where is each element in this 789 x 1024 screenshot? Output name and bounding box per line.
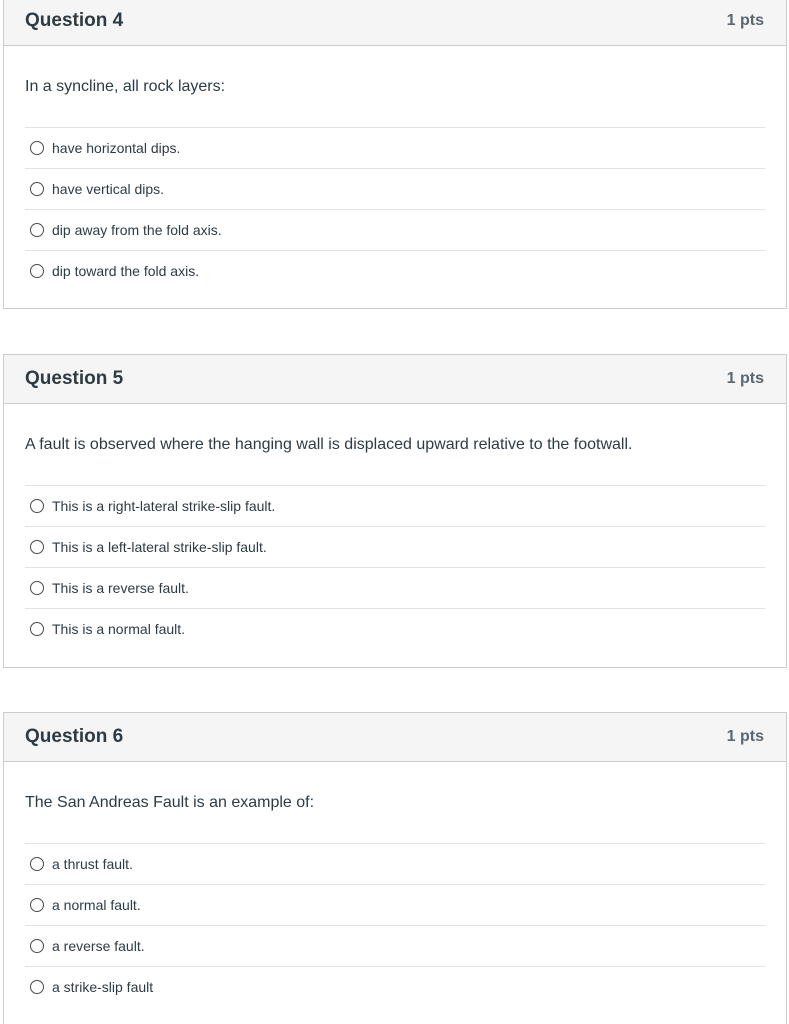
answer-label: This is a left-lateral strike-slip fault. — [52, 539, 267, 555]
answer-option[interactable] — [25, 527, 765, 568]
radio-button[interactable] — [30, 980, 44, 994]
question-header — [4, 355, 786, 404]
question-text: In a syncline, all rock layers: — [25, 77, 226, 95]
answer-list — [25, 843, 765, 1007]
radio-button[interactable] — [30, 622, 44, 636]
radio-button[interactable] — [30, 182, 44, 196]
radio-button[interactable] — [30, 223, 44, 237]
radio-button[interactable] — [30, 898, 44, 912]
question-card — [3, 354, 787, 668]
question-text: A fault is observed where the hanging wall is displaced upward relative to the footwall. — [25, 435, 633, 453]
answer-label: dip away from the fold axis. — [52, 222, 222, 238]
radio-button[interactable] — [30, 581, 44, 595]
radio-button[interactable] — [30, 141, 44, 155]
answer-option[interactable] — [25, 169, 765, 210]
answer-label: have horizontal dips. — [52, 140, 181, 156]
radio-button[interactable] — [30, 540, 44, 554]
radio-button[interactable] — [30, 264, 44, 278]
answer-option[interactable] — [25, 844, 765, 885]
answer-option[interactable] — [25, 251, 765, 291]
answer-option[interactable] — [25, 128, 765, 169]
answer-label: a reverse fault. — [52, 938, 145, 954]
question-title: Question 5 — [25, 368, 124, 389]
answer-option[interactable] — [25, 210, 765, 251]
answer-label: This is a right-lateral strike-slip fault. — [52, 498, 276, 514]
answer-label: This is a reverse fault. — [52, 580, 189, 596]
answer-label: This is a normal fault. — [52, 621, 186, 637]
answer-option[interactable] — [25, 609, 765, 649]
question-points: 1 pts — [726, 728, 764, 745]
answer-option[interactable] — [25, 885, 765, 926]
answer-option[interactable] — [25, 486, 765, 527]
question-points: 1 pts — [726, 370, 764, 387]
answer-option[interactable] — [25, 967, 765, 1007]
answer-label: a strike-slip fault — [52, 979, 154, 995]
answer-label: a normal fault. — [52, 897, 141, 913]
question-header — [4, 0, 786, 46]
question-header — [4, 713, 786, 762]
answer-option[interactable] — [25, 926, 765, 967]
answer-list — [25, 485, 765, 649]
answer-label: dip toward the fold axis. — [52, 263, 200, 279]
radio-button[interactable] — [30, 499, 44, 513]
answer-label: a thrust fault. — [52, 856, 133, 872]
question-text: The San Andreas Fault is an example of: — [25, 793, 315, 811]
radio-button[interactable] — [30, 939, 44, 953]
question-card — [3, 712, 787, 1024]
question-card — [3, 0, 787, 309]
radio-button[interactable] — [30, 857, 44, 871]
question-title: Question 4 — [25, 10, 124, 31]
answer-label: have vertical dips. — [52, 181, 165, 197]
answer-list — [25, 127, 765, 291]
question-points: 1 pts — [726, 12, 764, 29]
answer-option[interactable] — [25, 568, 765, 609]
question-title: Question 6 — [25, 726, 124, 747]
